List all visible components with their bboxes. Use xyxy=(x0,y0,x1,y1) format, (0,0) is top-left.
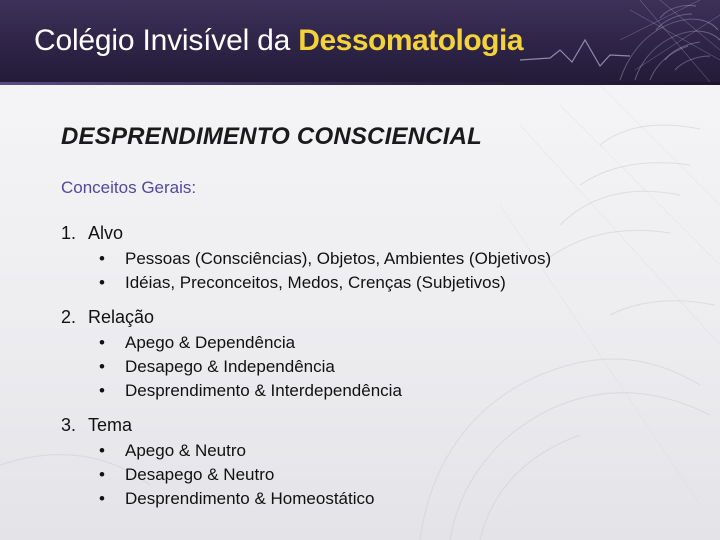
section-number: 2. xyxy=(61,307,77,327)
section-heading: Tema xyxy=(88,415,133,435)
slide-subtitle: Conceitos Gerais: xyxy=(61,178,197,197)
bullet-icon: • xyxy=(99,333,105,352)
list-item: • Desapego & Independência xyxy=(61,355,402,379)
section-heading: Alvo xyxy=(88,223,124,243)
section-list xyxy=(61,331,402,403)
section-tema xyxy=(61,413,374,511)
header-title-prefix: Colégio Invisível da xyxy=(34,24,291,57)
header-title xyxy=(34,24,523,58)
section-heading: Relação xyxy=(88,307,155,327)
slide-title: DESPRENDIMENTO CONSCIENCIAL xyxy=(61,123,482,150)
list-item: • Apego & Dependência xyxy=(61,331,402,355)
list-item: • Desapego & Neutro xyxy=(61,463,374,487)
list-item: • Idéias, Preconceitos, Medos, Crenças (Subjetivos) xyxy=(61,271,551,295)
header-title-accent: Dessomatologia xyxy=(298,24,524,57)
bullet-icon: • xyxy=(99,381,105,400)
list-item: • Pessoas (Consciências), Objetos, Ambientes (Objetivos) xyxy=(61,247,551,271)
header-banner xyxy=(0,0,720,82)
list-item: • Desprendimento & Interdependência xyxy=(61,379,402,403)
section-list xyxy=(61,247,551,295)
bullet-icon: • xyxy=(99,489,105,508)
bullet-icon: • xyxy=(99,273,105,292)
list-item: • Desprendimento & Homeostático xyxy=(61,487,374,511)
bullet-icon: • xyxy=(99,441,105,460)
section-relacao xyxy=(61,305,402,403)
bullet-icon: • xyxy=(99,357,105,376)
bullet-icon: • xyxy=(99,249,105,268)
list-item: • Apego & Neutro xyxy=(61,439,374,463)
slide-content xyxy=(0,85,720,540)
section-number: 1. xyxy=(61,223,77,243)
section-list xyxy=(61,439,374,511)
section-alvo xyxy=(61,221,551,295)
bullet-icon: • xyxy=(99,465,105,484)
section-number: 3. xyxy=(61,415,77,435)
